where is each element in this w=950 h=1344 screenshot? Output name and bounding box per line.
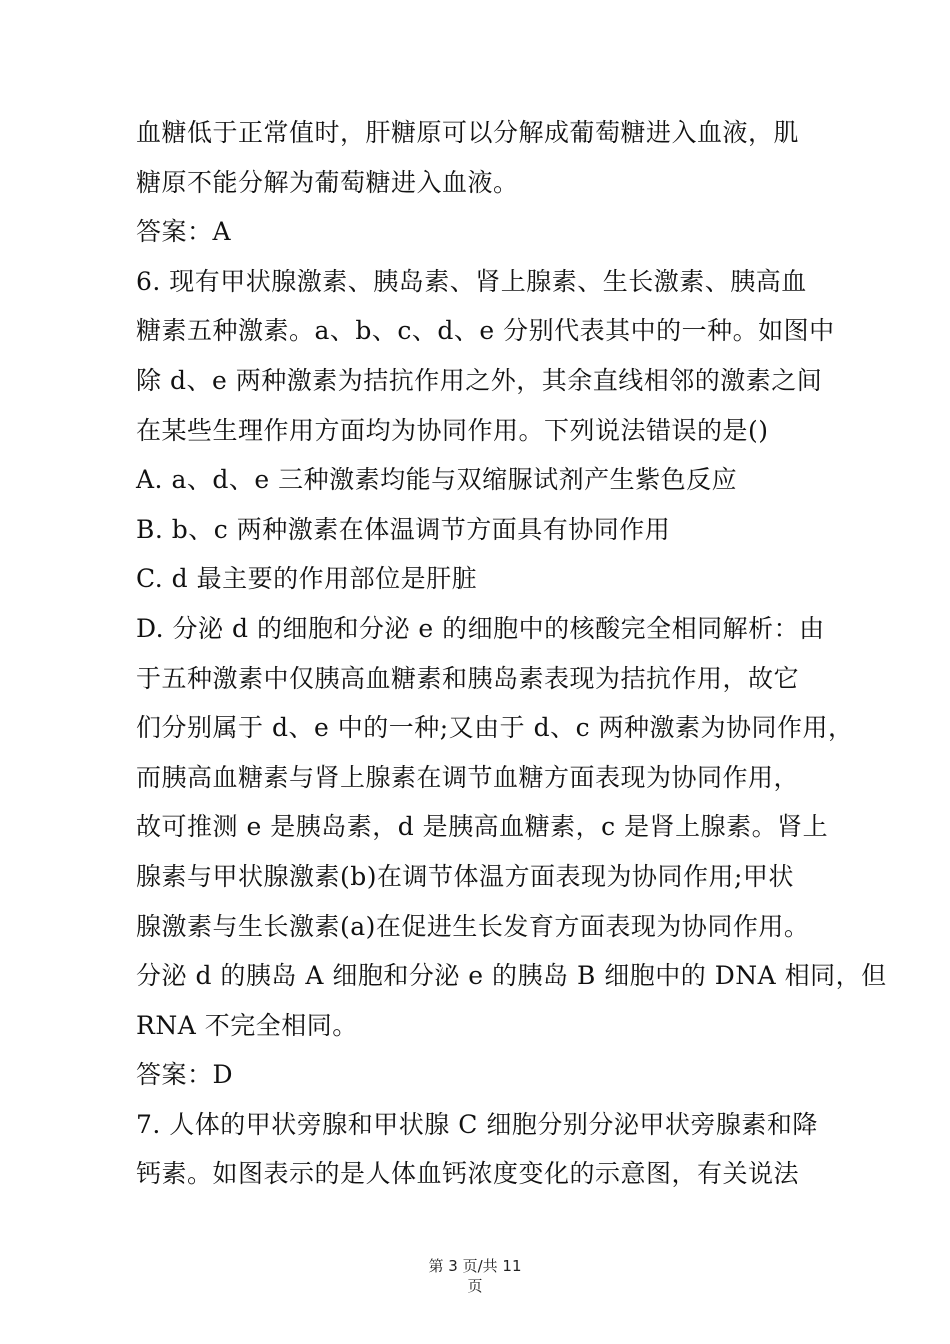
explanation-line: 于五种激素中仅胰高血糖素和胰岛素表现为拮抗作用，故它	[136, 663, 800, 693]
question-6-stem: 6. 现有甲状腺激素、胰岛素、肾上腺素、生长激素、胰高血	[136, 266, 807, 296]
explanation-line: 而胰高血糖素与肾上腺素在调节血糖方面表现为协同作用，	[136, 762, 800, 792]
document-body	[136, 108, 887, 1199]
text-line: 钙素。如图表示的是人体血钙浓度变化的示意图，有关说法	[136, 1159, 800, 1189]
text-line: 血糖低于正常值时，肝糖原可以分解成葡萄糖进入血液，肌	[136, 118, 800, 147]
explanation-line: 故可推测 e 是胰岛素，d 是胰高血糖素，c 是肾上腺素。肾上	[136, 812, 829, 842]
page-number: 第 3 页/共 11	[428, 1257, 522, 1275]
explanation-line: 们分别属于 d、e 中的一种;又由于 d、c 两种激素为协同作用，	[136, 713, 854, 743]
text-line: 糖原不能分解为葡萄糖进入血液。	[136, 167, 519, 197]
option-b: B. b、c 两种激素在体温调节方面具有协同作用	[136, 514, 671, 544]
option-a: A. a、d、e 三种激素均能与双缩脲试剂产生紫色反应	[136, 465, 738, 495]
answer-line: 答案：A	[136, 217, 232, 247]
explanation-line: 腺激素与生长激素(a)在促进生长发育方面表现为协同作用。	[136, 911, 810, 941]
explanation-line: RNA 不完全相同。	[136, 1010, 358, 1040]
question-7-stem: 7. 人体的甲状旁腺和甲状腺 C 细胞分别分泌甲状旁腺素和降	[136, 1109, 818, 1139]
explanation-line: 腺素与甲状腺激素(b)在调节体温方面表现为协同作用;甲状	[136, 861, 794, 891]
option-d: D. 分泌 d 的细胞和分泌 e 的细胞中的核酸完全相同解析：由	[136, 613, 825, 643]
explanation-line: 分泌 d 的胰岛 A 细胞和分泌 e 的胰岛 B 细胞中的 DNA 相同，但	[136, 961, 887, 991]
text-line: 除 d、e 两种激素为拮抗作用之外，其余直线相邻的激素之间	[136, 365, 823, 395]
option-c: C. d 最主要的作用部位是肝脏	[136, 564, 478, 594]
answer-line: 答案：D	[136, 1060, 234, 1090]
page-footer	[0, 1256, 950, 1296]
text-line: 在某些生理作用方面均为协同作用。下列说法错误的是()	[136, 415, 769, 445]
text-line: 糖素五种激素。a、b、c、d、e 分别代表其中的一种。如图中	[136, 316, 835, 346]
page-number-continued: 页	[467, 1277, 483, 1295]
